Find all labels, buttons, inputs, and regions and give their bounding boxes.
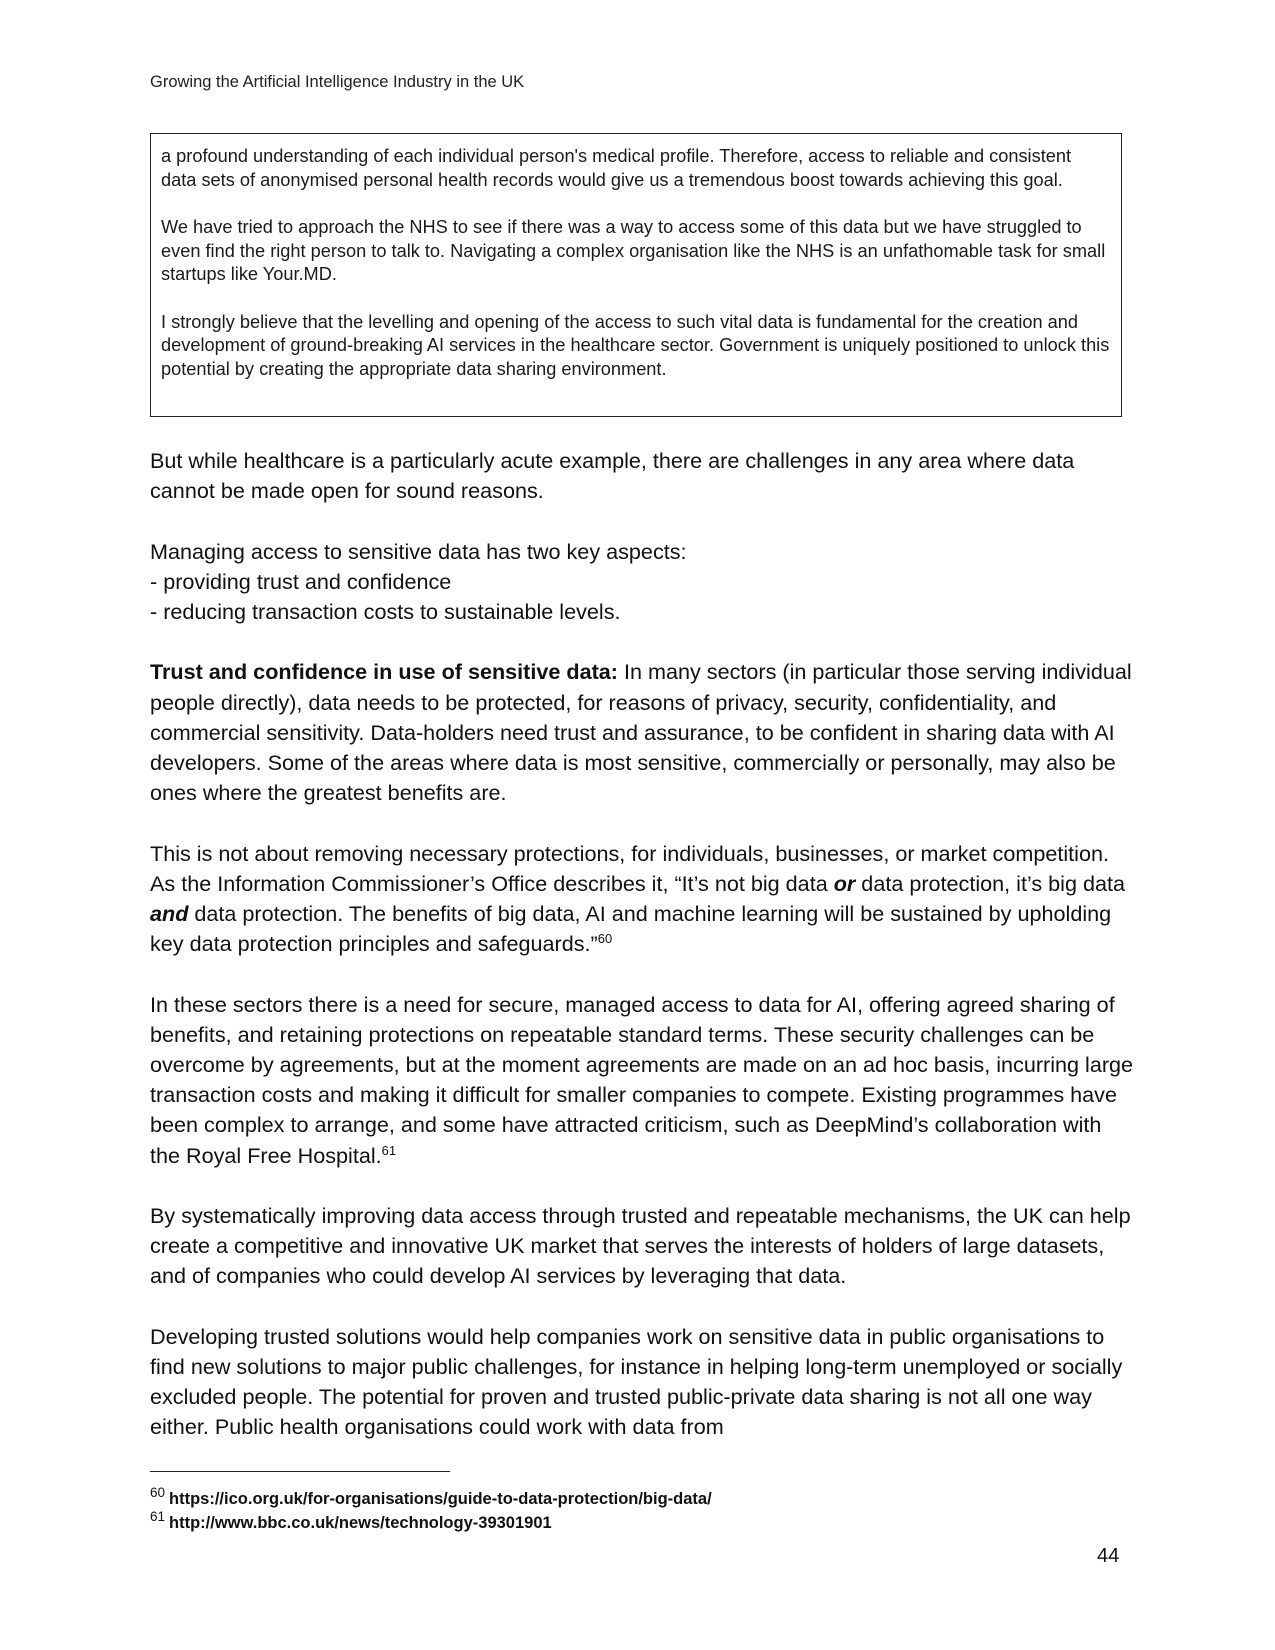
body-paragraph-aspects [150,537,1135,628]
footnote-ref-61[interactable]: 61 [381,1142,397,1158]
footnote-60 [150,1485,712,1509]
page-number: 44 [1097,1545,1120,1567]
body-paragraph: But while healthcare is a particularly acute example, there are challenges in any area where data cannot be made open for sound reasons. [150,448,1075,504]
ico-text: data protection. The benefits of big data, AI and machine learning will be sustained by upholding key data protection principles and safeguards.” [150,901,1112,957]
footnote-link[interactable]: https://ico.org.uk/for-organisations/guide-to-data-protection/big-data/ [169,1490,712,1508]
body-paragraph-trust [150,657,1135,808]
footnote-61 [150,1509,552,1533]
quote-box [150,133,1122,417]
footnote-ref-60[interactable]: 60 [597,931,613,947]
emphasis-and: and [150,901,189,926]
ico-text: This is not about removing necessary protections, for individuals, businesses, or market competition. As the Information Commissioner’s Office describes it, “It’s not big data [150,840,1109,896]
body-paragraph-ico [150,839,1135,960]
footnote-number: 61 [150,1509,166,1525]
body-paragraph: By systematically improving data access through trusted and repeatable mechanisms, the UK can help create a competitive and innovative UK market that serves the interests of holders of large datasets, and of companies who could develop AI services by leveraging that data. [150,1203,1131,1289]
trust-text: In many sectors (in particular those serving individual people directly), data needs to be protected, for reasons of privacy, security, confidentiality, and commercial sensitivity. Data-holders need trust and assurance, to be confident in sharing data with AI developers. Some of the areas where data is most sensitive, commercially or personally, may also be ones where the greatest benefits are. [150,659,1132,806]
ico-text: data protection, it’s big data [855,870,1126,896]
body-text [150,446,1135,1473]
running-header: Growing the Artificial Intelligence Industry in the UK [150,73,525,91]
aspects-lead: Managing access to sensitive data has two key aspects: [150,538,687,564]
quote-paragraph: We have tried to approach the NHS to see if there was a way to access some of this data but we have struggled to even find the right person to talk to. Navigating a complex organisation like the NHS is an unfathomable task for small startups like Your.MD. [161,217,1106,284]
footnote-link[interactable]: http://www.bbc.co.uk/news/technology-39301901 [169,1514,552,1532]
body-paragraph: Developing trusted solutions would help companies work on sensitive data in public organisations to find new solutions to major public challenges, for instance in helping long-term unemployed or socially excluded people. The potential for proven and trusted public-private data sharing is not all one way either. Public health organisations could work with data from [150,1323,1123,1440]
body-paragraph-sectors [150,990,1135,1171]
aspect-item: - providing trust and confidence [150,568,452,594]
sectors-text: In these sectors there is a need for secure, managed access to data for AI, offering agreed sharing of benefits, and retaining protections on repeatable standard terms. These security challenges can be overcome by agreements, but at the moment agreements are made on an ad hoc basis, incurring large transaction costs and making it difficult for smaller companies to compete. Existing programmes have been complex to arrange, and some have attracted criticism, such as DeepMind’s collaboration with the Royal Free Hospital. [150,991,1134,1168]
footnote-number: 60 [150,1485,166,1501]
footnote-divider [150,1471,450,1472]
quote-paragraph: I strongly believe that the levelling and opening of the access to such vital data is fundamental for the creation and development of ground-breaking AI services in the healthcare sector. Government is uniquely positioned to unlock this potential by creating the appropriate data sharing environment. [161,311,1110,379]
aspect-item: - reducing transaction costs to sustainable levels. [150,599,621,624]
emphasis-or: or [833,870,856,896]
trust-heading: Trust and confidence in use of sensitive data: [150,659,618,685]
quote-paragraph: a profound understanding of each individual person's medical profile. Therefore, access to reliable and consistent data sets of anonymised personal health records would give us a tremendous boost towards achieving this goal. [161,146,1072,190]
